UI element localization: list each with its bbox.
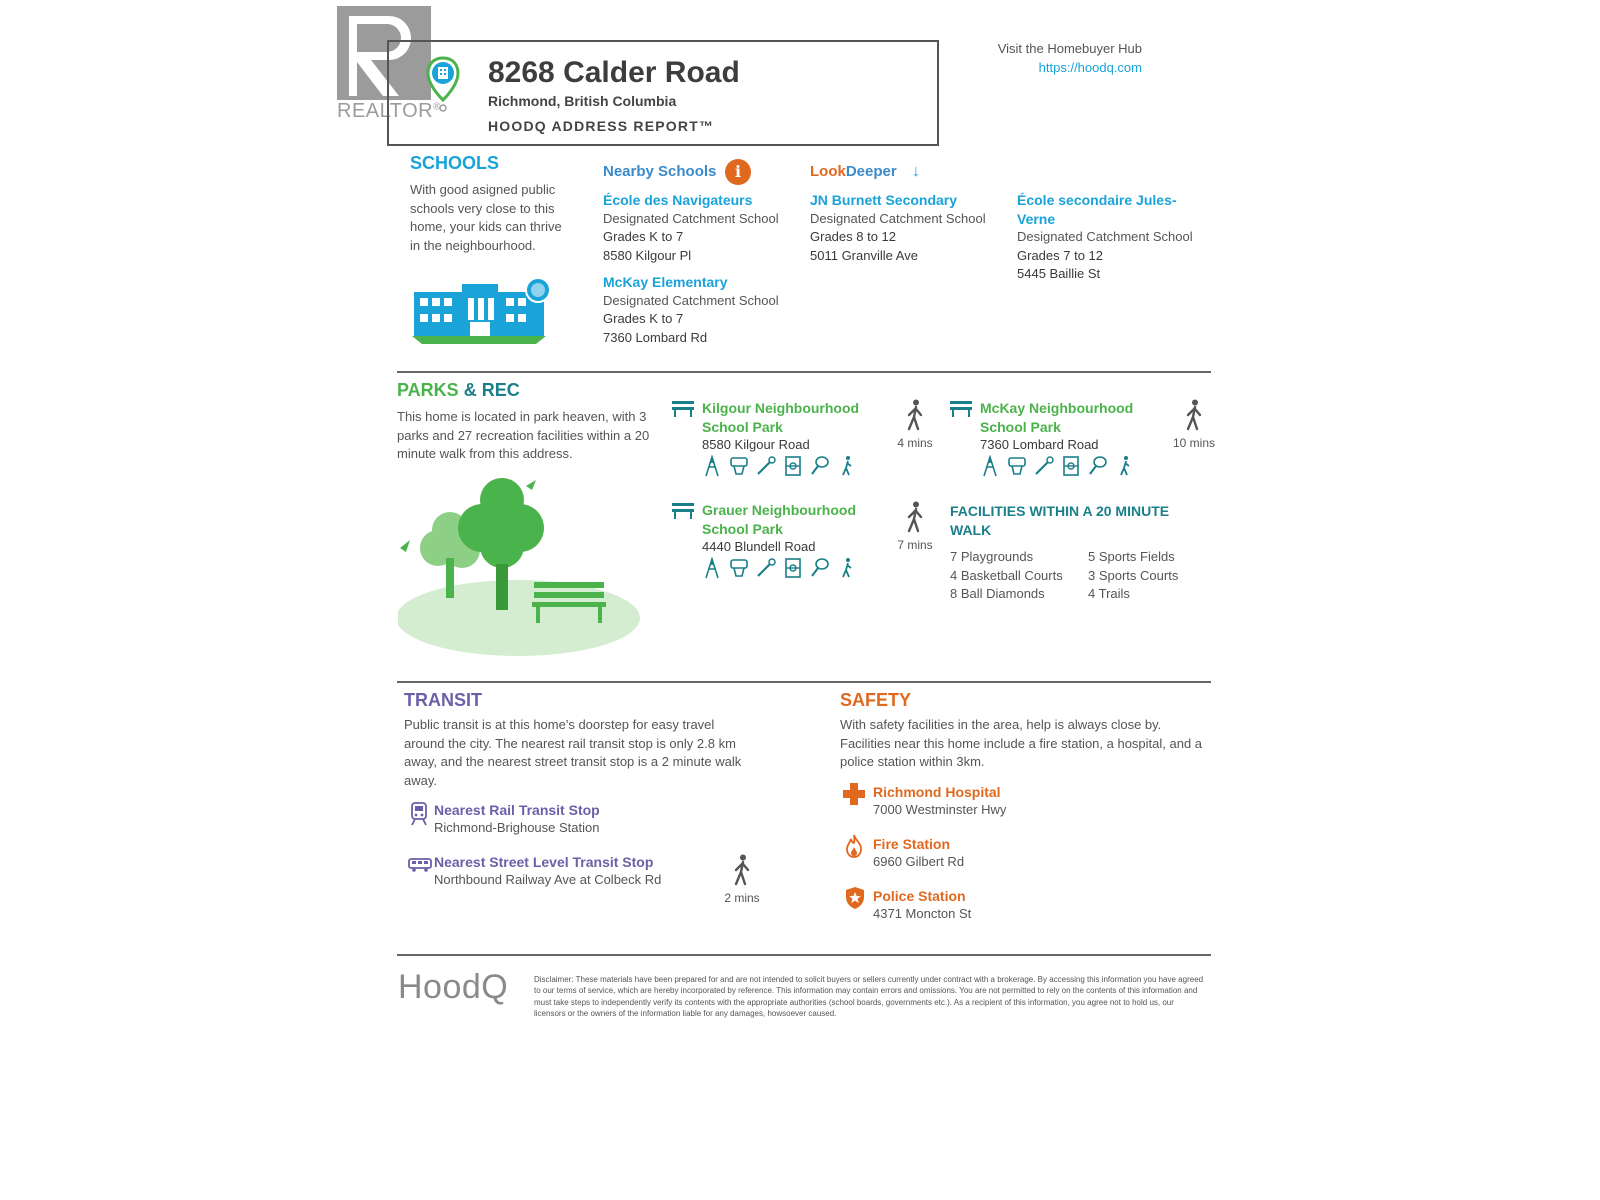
playground-icon <box>980 455 1000 477</box>
parks-intro: This home is located in park heaven, with 3 parks and 27 recreation facilities within a 20 minute walk from this address. <box>397 409 650 461</box>
walking-person-icon <box>731 854 753 886</box>
transit-heading: TRANSIT <box>404 690 482 710</box>
facilities-list-left <box>950 548 1063 604</box>
realtor-label: REALTOR® <box>337 100 441 122</box>
sports-field-icon <box>1061 455 1081 477</box>
section-divider <box>397 681 1211 683</box>
lookdeeper-logo: LookDeeper <box>810 163 897 180</box>
schools-heading: SCHOOLS <box>410 153 500 173</box>
basketball-icon <box>1007 455 1027 477</box>
facility-item: 8 Ball Diamonds <box>950 586 1045 601</box>
address-title: 8268 Calder Road <box>488 56 740 89</box>
police-shield-icon <box>845 886 865 910</box>
facilities-list-right <box>1088 548 1178 604</box>
bench-icon <box>672 503 694 519</box>
arrow-down-icon: ↓ <box>912 163 920 180</box>
tennis-racket-icon <box>810 557 830 579</box>
walking-person-icon <box>1183 399 1205 431</box>
trail-icon <box>837 455 857 477</box>
basketball-icon <box>729 455 749 477</box>
school-item: École des Navigateurs Designated Catchment School Grades K to 7 8580 Kilgour Pl <box>603 192 779 263</box>
homebuyer-hub-link[interactable]: https://hoodq.com <box>1038 60 1142 75</box>
safety-heading: SAFETY <box>840 690 912 710</box>
walk-time: 10 mins <box>1164 399 1224 450</box>
ball-diamond-icon <box>756 455 776 477</box>
walking-person-icon <box>904 501 926 533</box>
fire-flame-icon <box>846 834 862 858</box>
facility-item: 3 Sports Courts <box>1088 567 1179 583</box>
walk-time: 7 mins <box>890 501 940 552</box>
tennis-racket-icon <box>810 455 830 477</box>
facilities-title: FACILITIES WITHIN A 20 MINUTE WALK <box>950 503 1170 538</box>
bus-icon <box>408 858 432 872</box>
playground-icon <box>702 455 722 477</box>
homebuyer-hub-label: Visit the Homebuyer Hub <box>997 41 1142 56</box>
school-building-icon <box>412 276 557 346</box>
street-transit-stop: Nearest Street Level Transit Stop Northbound Railway Ave at Colbeck Rd <box>434 854 662 887</box>
parks-heading: PARKS & REC <box>397 380 520 400</box>
train-icon <box>410 802 428 826</box>
facility-item: 5 Sports Fields <box>1088 549 1175 564</box>
school-item: JN Burnett Secondary Designated Catchment School Grades 8 to 12 5011 Granville Ave <box>810 192 986 263</box>
fire-station-item: Fire Station 6960 Gilbert Rd <box>873 836 965 869</box>
info-icon[interactable]: i <box>725 159 751 185</box>
hospital-item: Richmond Hospital 7000 Westminster Hwy <box>873 784 1007 817</box>
tennis-racket-icon <box>1088 455 1108 477</box>
basketball-icon <box>729 557 749 579</box>
bench-icon <box>672 401 694 417</box>
ball-diamond-icon <box>756 557 776 579</box>
sports-field-icon <box>783 455 803 477</box>
nearby-schools-label: Nearby Schools <box>603 163 717 180</box>
police-station-item: Police Station 4371 Moncton St <box>873 888 972 921</box>
section-divider <box>397 371 1211 373</box>
walk-time: 2 mins <box>717 854 767 905</box>
schools-intro: With good asigned public schools very close to this home, your kids can thrive in the neighbourhood. <box>410 182 562 253</box>
facility-item: 4 Trails <box>1088 586 1130 601</box>
report-label: HOODQ ADDRESS REPORT™ <box>488 118 715 134</box>
trail-icon <box>837 557 857 579</box>
walking-person-icon <box>904 399 926 431</box>
park-illustration-icon <box>398 478 642 660</box>
hospital-cross-icon <box>843 783 865 805</box>
trail-icon <box>1115 455 1135 477</box>
section-divider <box>397 954 1211 956</box>
facility-item: 7 Playgrounds <box>950 549 1034 564</box>
facility-item: 4 Basketball Courts <box>950 567 1063 583</box>
sports-field-icon <box>783 557 803 579</box>
disclaimer-text: Disclaimer: These materials have been prepared for and are not intended to solicit buyers or sellers currently under contract with a brokerage. By accessing this information you have agreed to our terms of service, which are hereby incorporated by reference. This information may contain errors and omissions. You are not permitted to rely on the contents of this information and must take steps to independently verify its contents with the appropriate authorities (school boards, governments etc.). As a recipient of this information, you agree not to hold us, our licensors or the owners of the information liable for any damages, howsoever caused. <box>534 975 1204 1018</box>
transit-intro: Public transit is at this home's doorstep for easy travel around the city. The nearest rail transit stop is only 2.8 km away, and the nearest street transit stop is a 2 minute walk away. <box>404 717 742 788</box>
hoodq-pin-icon <box>426 56 460 114</box>
ball-diamond-icon <box>1034 455 1054 477</box>
school-item: École secondaire Jules-Verne Designated Catchment School Grades 7 to 12 5445 Baillie St <box>1017 192 1193 281</box>
walk-time: 4 mins <box>890 399 940 450</box>
bench-icon <box>950 401 972 417</box>
safety-intro: With safety facilities in the area, help is always close by. Facilities near this home include a fire station, a hospital, and a police station within 3km. <box>840 717 1203 769</box>
hoodq-logo: HoodQ <box>398 968 509 1006</box>
playground-icon <box>702 557 722 579</box>
rail-transit-stop: Nearest Rail Transit Stop Richmond-Brighouse Station <box>434 802 600 835</box>
school-item: McKay Elementary Designated Catchment School Grades K to 7 7360 Lombard Rd <box>603 274 779 345</box>
address-city: Richmond, British Columbia <box>488 93 677 109</box>
